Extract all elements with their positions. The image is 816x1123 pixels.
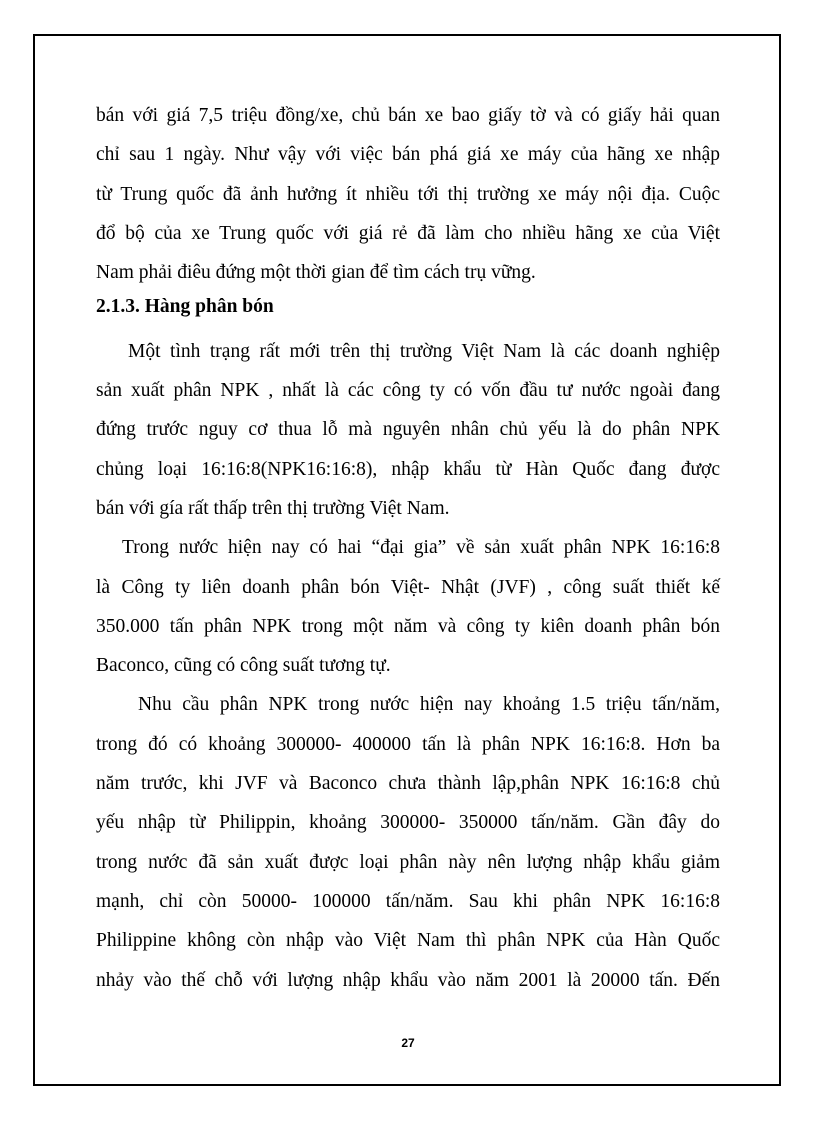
- text-line: chỉ sau 1 ngày. Như vậy với việc bán phá giá xe máy của hãng xe nhập: [96, 144, 720, 166]
- section-heading: 2.1.3. Hàng phân bón: [96, 296, 274, 318]
- text-line: năm trước, khi JVF và Baconco chưa thành lập,phân NPK 16:16:8 chủ: [96, 773, 720, 795]
- text-line: Trong nước hiện nay có hai “đại gia” về sản xuất phân NPK 16:16:8: [122, 537, 720, 559]
- text-line: bán với giá 7,5 triệu đồng/xe, chủ bán xe bao giấy tờ và có giấy hải quan: [96, 105, 720, 126]
- paragraph-1: [96, 332, 720, 528]
- text-line: từ Trung quốc đã ảnh hưởng ít nhiều tới thị trường xe máy nội địa. Cuộc: [96, 183, 720, 205]
- text-line: bán với gía rất thấp trên thị trường Việt Nam.: [96, 497, 450, 519]
- text-line: sản xuất phân NPK , nhất là các công ty có vốn đầu tư nước ngoài đang: [96, 380, 720, 402]
- text-line: Philippine không còn nhập vào Việt Nam thì phân NPK của Hàn Quốc: [96, 930, 720, 952]
- page-number: 27: [401, 1036, 415, 1050]
- document-body: [96, 96, 720, 1000]
- text-line: đứng trước nguy cơ thua lỗ mà nguyên nhân chủ yếu là do phân NPK: [96, 419, 720, 441]
- text-line: mạnh, chỉ còn 50000- 100000 tấn/năm. Sau khi phân NPK 16:16:8: [96, 890, 720, 912]
- text-line: trong đó có khoảng 300000- 400000 tấn là phân NPK 16:16:8. Hơn ba: [96, 733, 720, 755]
- text-line: chủng loại 16:16:8(NPK16:16:8), nhập khẩu từ Hàn Quốc đang được: [96, 458, 720, 480]
- paragraph-3: [96, 685, 720, 999]
- text-line: nhảy vào thế chỗ với lượng nhập khẩu vào năm 2001 là 20000 tấn. Đến: [96, 969, 720, 991]
- paragraph-continuation: [96, 96, 720, 292]
- paragraph-2: [96, 528, 720, 685]
- text-line: Baconco, cũng có công suất tương tự.: [96, 655, 391, 677]
- text-line: trong nước đã sản xuất được loại phân này nên lượng nhập khẩu giảm: [96, 851, 720, 873]
- text-line: yếu nhập từ Philippin, khoảng 300000- 350000 tấn/năm. Gần đây do: [96, 812, 720, 834]
- text-line: là Công ty liên doanh phân bón Việt- Nhật (JVF) , công suất thiết kế: [96, 576, 720, 598]
- text-line: 350.000 tấn phân NPK trong một năm và công ty kiên doanh phân bón: [96, 615, 720, 637]
- text-line: Một tình trạng rất mới trên thị trường Việt Nam là các doanh nghiệp: [128, 340, 720, 362]
- text-line: đổ bộ của xe Trung quốc với giá rẻ đã làm cho nhiều hãng xe của Việt: [96, 222, 720, 244]
- text-line: Nhu cầu phân NPK trong nước hiện nay khoảng 1.5 triệu tấn/năm,: [138, 694, 720, 716]
- text-line: Nam phải điêu đứng một thời gian để tìm cách trụ vững.: [96, 262, 536, 284]
